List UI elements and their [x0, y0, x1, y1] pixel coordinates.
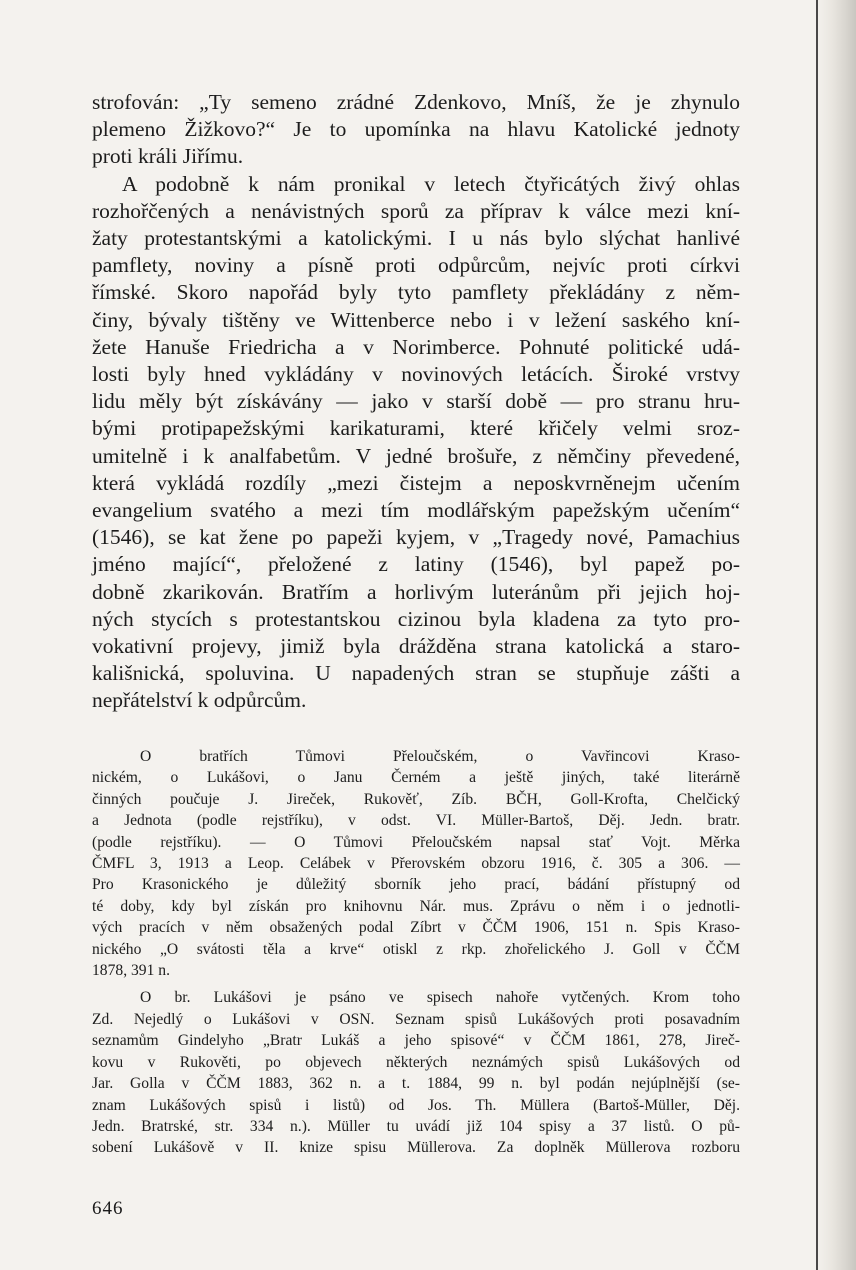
note-line: Zd. Nejedlý o Lukášovi v OSN. Seznam spisů Lukášových proti posavadním: [92, 1010, 740, 1028]
text-line: ných stycích s protestantskou cizinou byla kladena za tyto pro-: [92, 606, 740, 631]
text-line: (1546), se kat žene po papeži kyjem, v „Tragedy nové, Pamachius: [92, 525, 740, 550]
note-line: vých pracích v něm obsažených podal Zíbrt v ČČM 1906, 151 n. Spis Kraso-: [92, 919, 740, 937]
text-line: pamflety, noviny a písně proti odpůrcům, nejvíc proti církvi: [92, 253, 740, 278]
text-line: A podobně k nám pronikal v letech čtyřicátých živý ohlas: [122, 171, 740, 196]
note-line: seznamům Gindelyho „Bratr Lukáš a jeho spisové“ v ČČM 1861, 278, Jireč-: [92, 1032, 740, 1050]
note-line: Jedn. Bratrské, str. 334 n.). Müller tu uvádí již 104 spisy a 37 listů. O pů-: [92, 1117, 740, 1135]
note-line: 1878, 391 n.: [92, 962, 170, 980]
note-line: Pro Krasonického je důležitý sborník jeho prací, bádání přístupný od: [92, 876, 740, 894]
note-line: Jar. Golla v ČČM 1883, 362 n. a t. 1884, 99 n. byl podán nejúplnější (se-: [92, 1075, 740, 1093]
note-line: a Jednota (podle rejstříku), v odst. VI. Müller-Bartoš, Děj. Jedn. bratr.: [92, 812, 740, 830]
text-line: římské. Skoro napořád byly tyto pamflety překládány z něm-: [92, 280, 740, 305]
text-line: lidu měly být získávány — jako v starší době — pro stranu hru-: [92, 389, 740, 414]
notes-section: [92, 746, 740, 1159]
page-edge-shadow: [816, 0, 856, 1270]
page-edge-line: [816, 0, 818, 1270]
text-line: nepřátelství k odpůrcům.: [92, 688, 307, 713]
text-line: žaty protestantskými a katolickými. I u nás bylo slýchat hanlivé: [92, 226, 740, 251]
note-line: ČMFL 3, 1913 a Leop. Celábek v Přerovském obzoru 1916, č. 305 a 306. —: [92, 855, 740, 873]
note-line: nického „O svátosti těla a krve“ otiskl z rkp. zhořelického J. Goll v ČČM: [92, 940, 740, 958]
note-line: sobení Lukášově v II. knize spisu Müllerova. Za doplněk Müllerova rozboru: [92, 1139, 740, 1157]
text-line: rozhořčených a nenávistných sporů za příprav k válce mezi kní-: [92, 198, 740, 223]
text-line: plemeno Žižkovo?“ Je to upomínka na hlavu Katolické jednoty: [92, 117, 740, 142]
note-line: kovu v Rukověti, po objevech některých neznámých spisů Lukášových od: [92, 1053, 740, 1071]
text-line: vokativní projevy, jimiž byla drážděna strana katolická a staro-: [92, 634, 740, 659]
text-line: strofován: „Ty semeno zrádné Zdenkovo, Mníš, že je zhynulo: [92, 90, 740, 114]
text-line: bými protipapežskými karikaturami, které křičely velmi sroz-: [92, 416, 740, 441]
note-line: O bratřích Tůmovi Přeloučském, o Vavřincovi Kraso-: [140, 748, 740, 765]
text-line: proti králi Jiřímu.: [92, 144, 244, 169]
note-line: O br. Lukášovi je psáno ve spisech nahoře vytčených. Krom toho: [140, 989, 740, 1007]
text-line: dobně zkarikován. Bratřím a horlivým luteránům při jejich hoj-: [92, 579, 740, 604]
text-line: umitelně i k analfabetům. V jedné brošuře, z němčiny převedené,: [92, 443, 740, 468]
note-line: (podle rejstříku). — O Tůmovi Přeloučském napsal stať Vojt. Měrka: [92, 833, 740, 851]
text-line: která vykládá rozdíly „mezi čistejm a neposkvrněnejm učením: [92, 470, 740, 495]
text-line: žete Hanuše Friedricha a v Norimberce. Pohnuté politické udá-: [92, 334, 740, 359]
main-text: [92, 89, 740, 715]
note-line: nickém, o Lukášovi, o Janu Černém a ještě jiných, také literárně: [92, 769, 740, 787]
page-number: 646: [92, 1198, 124, 1219]
text-line: jméno mající“, přeložené z latiny (1546), byl papež po-: [92, 552, 740, 577]
text-line: losti byly hned vykládány v novinových letácích. Široké vrstvy: [92, 362, 740, 387]
note-line: té doby, kdy byl získán pro knihovnu Nár. mus. Zprávu o něm i o jednotli-: [92, 897, 740, 915]
text-line: činy, bývaly tištěny ve Wittenberce nebo i v ležení saského kní-: [92, 307, 740, 332]
note-line: znam Lukášových spisů i listů) od Jos. Th. Müllera (Bartoš-Müller, Děj.: [92, 1096, 740, 1114]
text-line: kališnická, spoluvina. U napadených stran se stupňuje zášti a: [92, 661, 740, 686]
note-line: činných poučuje J. Jireček, Rukověť, Zíb. BČH, Goll-Krofta, Chelčický: [92, 790, 740, 808]
text-line: evangelium svatého a mezi tím modlářským papežským učením“: [92, 498, 740, 523]
